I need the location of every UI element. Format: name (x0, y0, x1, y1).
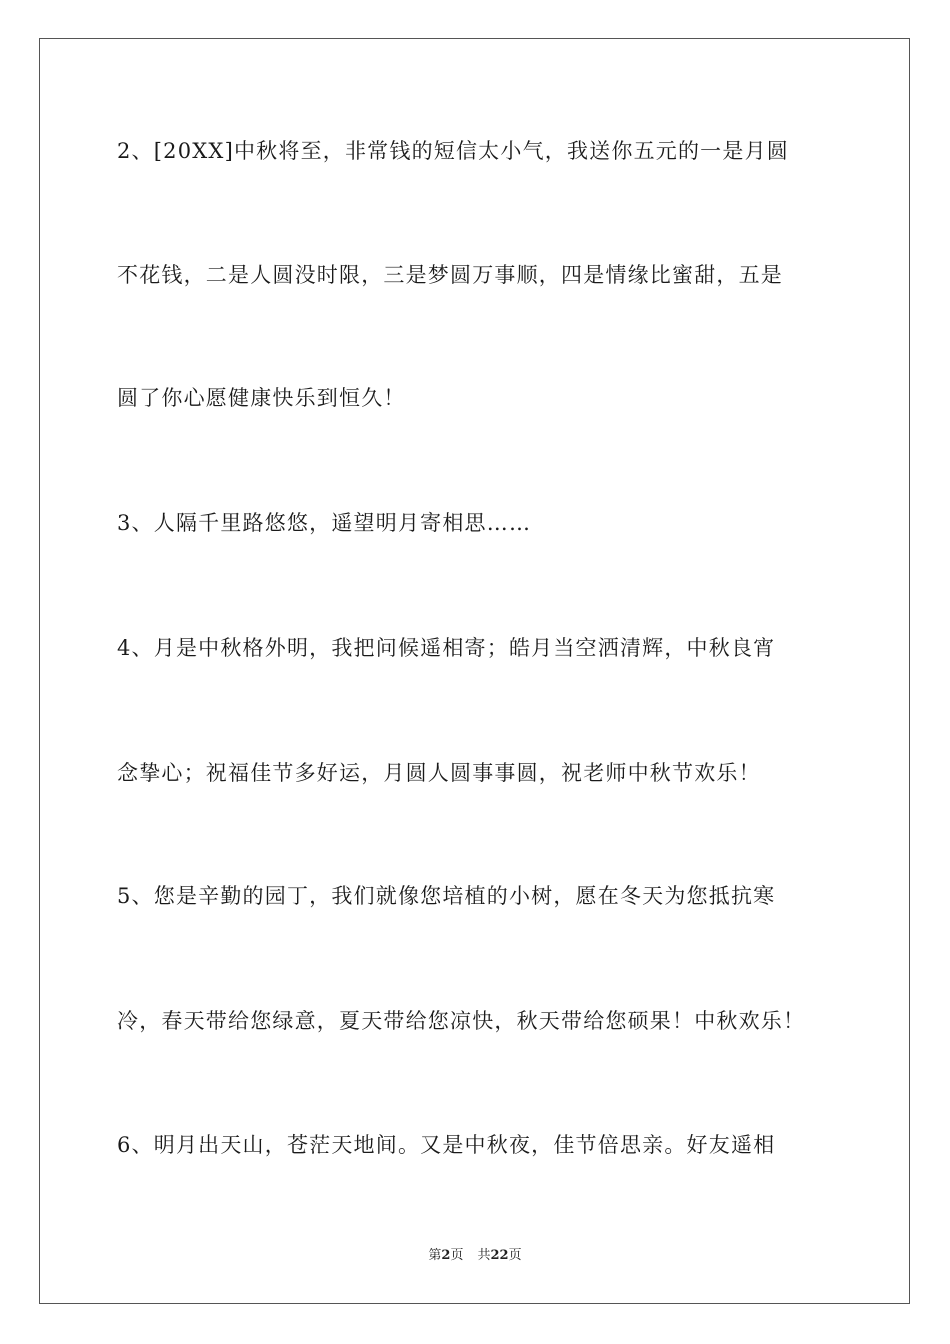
page-border (39, 38, 910, 1304)
text-line: 4、月是中秋格外明，我把问候遥相寄；皓月当空洒清辉，中秋良宵 (117, 636, 776, 660)
total-suffix: 页 (508, 1248, 522, 1263)
text-line: 不花钱，二是人圆没时限，三是梦圆万事顺，四是情缘比蜜甜，五是 (117, 263, 783, 287)
total-prefix: 共 (477, 1248, 491, 1263)
text-line: 冷，春天带给您绿意，夏天带给您凉快，秋天带给您硕果！中秋欢乐！ (117, 1009, 806, 1033)
page-suffix: 页 (450, 1248, 464, 1263)
text-line: 3、人隔千里路悠悠，遥望明月寄相思…… (117, 511, 532, 535)
text-line: 圆了你心愿健康快乐到恒久！ (117, 386, 406, 410)
text-line: 2、[20XX]中秋将至，非常钱的短信太小气，我送你五元的一是月圆 (117, 139, 789, 163)
text-line: 6、明月出天山，苍茫天地间。又是中秋夜，佳节倍思亲。好友遥相 (117, 1133, 776, 1157)
page-number: 2 (441, 1248, 451, 1263)
total-pages: 22 (490, 1248, 509, 1263)
page-prefix: 第 (428, 1248, 442, 1263)
text-line: 5、您是辛勤的园丁，我们就像您培植的小树，愿在冬天为您抵抗寒 (117, 884, 776, 908)
page-footer (0, 1247, 950, 1265)
text-line: 念挚心；祝福佳节多好运，月圆人圆事事圆，祝老师中秋节欢乐！ (117, 761, 761, 785)
